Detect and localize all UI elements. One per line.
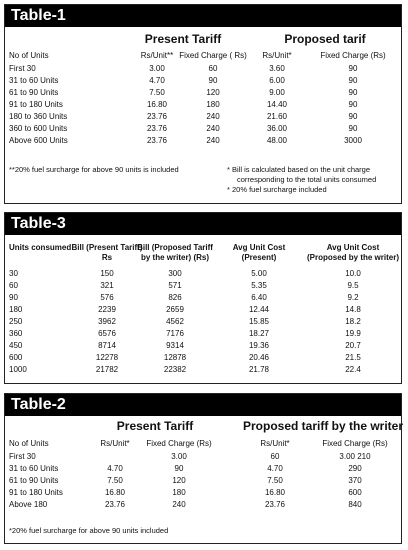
table-1-title: Table-1 xyxy=(5,5,401,27)
table-1-cell: 60 xyxy=(208,64,218,73)
table-1-cell: 90 xyxy=(348,64,358,73)
table-1-cell: 23.76 xyxy=(146,124,168,133)
table-3-cell: 90 xyxy=(9,293,18,302)
table-3-column-header: Rs xyxy=(101,253,113,262)
table-2-cell: 91 to 180 Units xyxy=(9,488,63,497)
table-2-note: *20% fuel surcharge for above 90 units included xyxy=(9,526,169,535)
table-1-column-header: Rs/Unit* xyxy=(262,51,292,60)
table-3-cell: 300 xyxy=(168,269,182,278)
table-3-cell: 571 xyxy=(168,281,182,290)
table-1-cell: 90 xyxy=(348,112,358,121)
table-1-cell: 6.00 xyxy=(269,76,285,85)
table-3-cell: 8714 xyxy=(98,341,116,350)
table-1-note-left: **20% fuel surcharge for above 90 units is included xyxy=(9,165,179,174)
table-2-cell: 60 xyxy=(270,452,280,461)
table-1-column-header: Rs/Unit** xyxy=(140,51,174,60)
table-2-cell: 61 to 90 Units xyxy=(9,476,59,485)
table-3-cell: 18.2 xyxy=(345,317,361,326)
table-2-group-present: Present Tariff xyxy=(116,419,194,433)
table-2-cell: 7.50 xyxy=(107,476,123,485)
table-3-cell: 21782 xyxy=(95,365,119,374)
table-3-cell: 19.9 xyxy=(345,329,361,338)
table-3-cell: 180 xyxy=(9,305,23,314)
table-3-cell: 9.5 xyxy=(347,281,359,290)
table-1-cell: 61 to 90 Units xyxy=(9,88,59,97)
table-3-cell: 3962 xyxy=(98,317,116,326)
table-3-cell: 360 xyxy=(9,329,23,338)
table-1-group-present: Present Tariff xyxy=(144,32,222,46)
table-3-cell: 826 xyxy=(168,293,182,302)
table-1-cell: 23.76 xyxy=(146,112,168,121)
table-2-title: Table-2 xyxy=(5,394,401,416)
table-1-cell: 90 xyxy=(348,100,358,109)
table-3-cell: 21.5 xyxy=(345,353,361,362)
table-3-cell: 6576 xyxy=(98,329,116,338)
table-3-cell: 10.0 xyxy=(345,269,361,278)
table-3-cell: 15.85 xyxy=(248,317,270,326)
table-1-cell: Above 600 Units xyxy=(9,136,68,145)
table-1-cell: 240 xyxy=(206,112,220,121)
table-1-cell: 21.60 xyxy=(266,112,288,121)
table-2-column-header: Fixed Charge (Rs) xyxy=(146,439,212,448)
table-2-cell: 370 xyxy=(348,476,362,485)
table-3-cell: 150 xyxy=(100,269,114,278)
table-3-column-header: (Proposed by the writer) xyxy=(306,253,400,262)
table-1-column-header: Fixed Charge (Rs) xyxy=(320,51,386,60)
table-2-panel xyxy=(4,393,402,544)
table-3-cell: 19.36 xyxy=(248,341,270,350)
table-2-cell: 16.80 xyxy=(104,488,126,497)
table-2-cell: 23.76 xyxy=(104,500,126,509)
table-1-note-right-1: * Bill is calculated based on the unit charge xyxy=(227,165,371,174)
table-1-cell: 3000 xyxy=(344,136,362,145)
table-2-cell: First 30 xyxy=(9,452,36,461)
table-1-cell: 48.00 xyxy=(266,136,288,145)
table-3-cell: 12878 xyxy=(163,353,187,362)
table-2-column-header: No of Units xyxy=(9,439,49,448)
table-3-cell: 22382 xyxy=(163,365,187,374)
table-1-cell: 90 xyxy=(348,88,358,97)
table-2-cell: 3.00 xyxy=(171,452,187,461)
table-2-cell: 31 to 60 Units xyxy=(9,464,59,473)
table-1-group-proposed: Proposed tarif xyxy=(284,32,366,46)
table-2-cell: Above 180 xyxy=(9,500,48,509)
table-1-column-header: Fixed Charge ( Rs) xyxy=(179,51,247,60)
table-3-cell: 250 xyxy=(9,317,23,326)
table-3-cell: 18.27 xyxy=(248,329,270,338)
table-3-cell: 30 xyxy=(9,269,18,278)
table-3-column-header: Avg Unit Cost xyxy=(232,243,286,252)
table-1-cell: 4.70 xyxy=(149,76,165,85)
table-1-cell: 7.50 xyxy=(149,88,165,97)
table-2-column-header: Rs/Unit* xyxy=(260,439,290,448)
table-3-cell: 5.35 xyxy=(251,281,267,290)
table-1-cell: 120 xyxy=(206,88,220,97)
table-2-cell: 840 xyxy=(348,500,362,509)
table-2-column-header: Rs/Unit* xyxy=(100,439,130,448)
table-2-cell: 290 xyxy=(348,464,362,473)
table-1-cell: 36.00 xyxy=(266,124,288,133)
table-3-panel xyxy=(4,212,402,384)
table-1-cell: 90 xyxy=(348,124,358,133)
table-3-cell: 600 xyxy=(9,353,23,362)
table-1-cell: 360 to 600 Units xyxy=(9,124,68,133)
table-3-cell: 20.7 xyxy=(345,341,361,350)
table-3-column-header: Bill (Present Tariff) xyxy=(71,243,143,252)
table-1-cell: 31 to 60 Units xyxy=(9,76,59,85)
table-3-cell: 9.2 xyxy=(347,293,359,302)
table-2-cell: 4.70 xyxy=(267,464,283,473)
table-1-cell: First 30 xyxy=(9,64,36,73)
table-1-cell: 14.40 xyxy=(266,100,288,109)
table-1-cell: 23.76 xyxy=(146,136,168,145)
table-3-cell: 22.4 xyxy=(345,365,361,374)
table-2-cell: 23.76 xyxy=(264,500,286,509)
table-3-cell: 9314 xyxy=(166,341,184,350)
table-3-column-header: Bill (Proposed Tariff xyxy=(137,243,213,252)
table-2-cell: 180 xyxy=(172,488,186,497)
table-3-column-header: by the writer) (Rs) xyxy=(140,253,210,262)
table-3-cell: 21.78 xyxy=(248,365,270,374)
table-1-note-right-2: corresponding to the total units consumed xyxy=(237,175,377,184)
table-3-cell: 14.8 xyxy=(345,305,361,314)
table-2-cell: 600 xyxy=(348,488,362,497)
table-1-cell: 3.00 xyxy=(149,64,165,73)
table-2-group-proposed: Proposed tariff by the writer xyxy=(242,419,404,433)
table-1-cell: 240 xyxy=(206,124,220,133)
table-1-cell: 3.60 xyxy=(269,64,285,73)
table-1-cell: 180 xyxy=(206,100,220,109)
table-3-cell: 1000 xyxy=(9,365,27,374)
table-1-cell: 90 xyxy=(208,76,218,85)
table-1-cell: 9.00 xyxy=(269,88,285,97)
table-2-cell: 3.00 210 xyxy=(339,452,371,461)
table-3-cell: 20.46 xyxy=(248,353,270,362)
table-3-column-header: Units consumed xyxy=(9,243,72,252)
table-3-cell: 12278 xyxy=(95,353,119,362)
table-3-cell: 2659 xyxy=(166,305,184,314)
table-3-cell: 5.00 xyxy=(251,269,267,278)
table-1-panel xyxy=(4,4,402,204)
table-3-cell: 2239 xyxy=(98,305,116,314)
table-3-cell: 7176 xyxy=(166,329,184,338)
table-3-cell: 6.40 xyxy=(251,293,267,302)
table-1-cell: 240 xyxy=(206,136,220,145)
table-3-cell: 576 xyxy=(100,293,114,302)
table-1-cell: 16.80 xyxy=(146,100,168,109)
table-2-cell: 4.70 xyxy=(107,464,123,473)
table-3-title: Table-3 xyxy=(5,213,401,235)
table-1-cell: 91 to 180 Units xyxy=(9,100,63,109)
table-3-cell: 60 xyxy=(9,281,18,290)
table-3-cell: 4562 xyxy=(166,317,184,326)
table-2-cell: 120 xyxy=(172,476,186,485)
table-2-cell: 7.50 xyxy=(267,476,283,485)
table-1-note-right-3: * 20% fuel surcharge included xyxy=(227,185,327,194)
table-1-column-header: No of Units xyxy=(9,51,49,60)
table-2-column-header: Fixed Charge (Rs) xyxy=(322,439,388,448)
table-1-cell: 180 to 360 Units xyxy=(9,112,68,121)
table-3-column-header: (Present) xyxy=(241,253,277,262)
table-3-cell: 450 xyxy=(9,341,23,350)
table-2-cell: 90 xyxy=(174,464,184,473)
table-3-cell: 321 xyxy=(100,281,114,290)
table-2-cell: 240 xyxy=(172,500,186,509)
table-1-cell: 90 xyxy=(348,76,358,85)
table-3-column-header: Avg Unit Cost xyxy=(326,243,380,252)
table-2-cell: 16.80 xyxy=(264,488,286,497)
table-3-cell: 12.44 xyxy=(248,305,270,314)
